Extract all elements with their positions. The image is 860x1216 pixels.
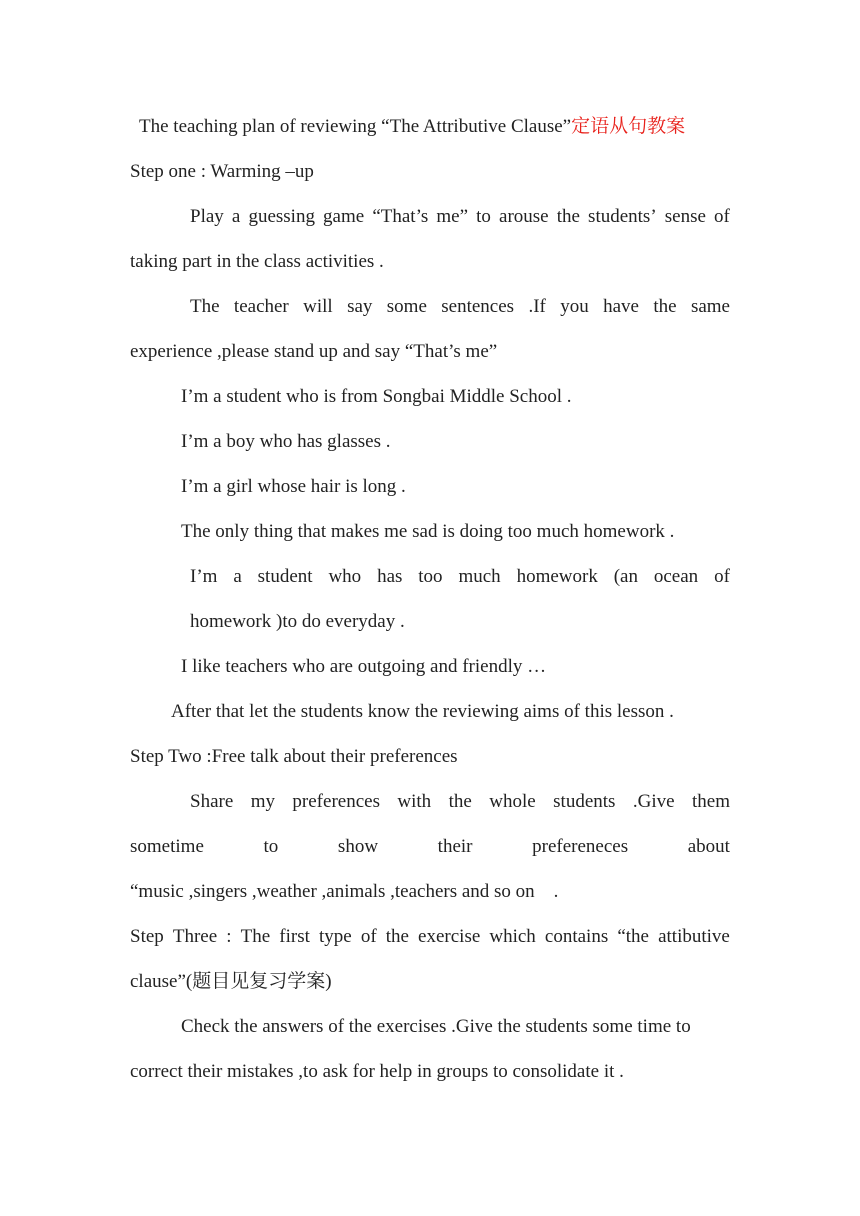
example-sentence: homework )to do everyday . xyxy=(190,611,405,632)
word: guessing xyxy=(248,206,315,227)
word: prefereneces xyxy=(532,836,629,857)
example-sentence: I like teachers who are outgoing and friendly … xyxy=(181,656,547,677)
word: students xyxy=(553,791,616,812)
paragraph-line xyxy=(190,295,730,319)
paragraph-line: After that let the students know the reviewing aims of this lesson . xyxy=(171,701,674,722)
example-sentence: I’m a student who is from Songbai Middle School . xyxy=(181,386,572,407)
step-three-heading xyxy=(130,925,730,949)
word: a xyxy=(233,566,242,587)
word: with xyxy=(397,791,432,812)
word: the xyxy=(385,926,409,947)
word: some xyxy=(386,296,427,317)
word: too xyxy=(418,566,443,587)
word: you xyxy=(560,296,589,317)
word: which xyxy=(489,926,536,947)
example-sentence: I’m a girl whose hair is long . xyxy=(181,476,406,497)
word: say xyxy=(347,296,373,317)
word: “the xyxy=(617,926,649,947)
word: them xyxy=(692,791,730,812)
word: (an xyxy=(613,566,638,587)
paragraph-line xyxy=(190,790,730,814)
word: : xyxy=(226,926,232,947)
word: their xyxy=(437,836,473,857)
word: preferences xyxy=(292,791,380,812)
word: homework xyxy=(516,566,598,587)
step-two-heading: Step Two :Free talk about their preferences xyxy=(130,746,458,767)
word: Share xyxy=(190,791,234,812)
paragraph-line: correct their mistakes ,to ask for help in groups to consolidate it . xyxy=(130,1061,624,1082)
word: I’m xyxy=(190,566,218,587)
paragraph-line xyxy=(190,205,730,229)
word: the xyxy=(556,206,580,227)
word: the xyxy=(653,296,677,317)
title-english: The teaching plan of reviewing “The Attributive Clause” xyxy=(139,116,572,137)
word: student xyxy=(257,566,313,587)
word: have xyxy=(603,296,639,317)
word: the xyxy=(448,791,472,812)
word: a xyxy=(231,206,241,227)
word: .If xyxy=(528,296,546,317)
word: contains xyxy=(544,926,609,947)
word: me” xyxy=(436,206,469,227)
word: my xyxy=(250,791,275,812)
word: same xyxy=(690,296,730,317)
word: Step xyxy=(130,926,164,947)
word: Play xyxy=(190,206,224,227)
paragraph-line: taking part in the class activities . xyxy=(130,251,384,272)
word: Three xyxy=(172,926,218,947)
word: sentences xyxy=(441,296,515,317)
word: has xyxy=(377,566,403,587)
word: to xyxy=(263,836,279,857)
word: sometime xyxy=(130,836,204,857)
word: .Give xyxy=(632,791,675,812)
word: arouse xyxy=(499,206,549,227)
word: will xyxy=(303,296,333,317)
word: game xyxy=(323,206,365,227)
paragraph-line: Check the answers of the exercises .Give the students some time to xyxy=(181,1016,691,1037)
word: sense xyxy=(664,206,706,227)
paragraph-line xyxy=(130,835,730,859)
word: of xyxy=(714,206,730,227)
paragraph-line: experience ,please stand up and say “That’s me” xyxy=(130,341,498,362)
word: ocean xyxy=(653,566,699,587)
word: show xyxy=(337,836,379,857)
paragraph-line: “music ,singers ,weather ,animals ,teachers and so on . xyxy=(130,881,559,902)
word: type xyxy=(319,926,352,947)
word: The xyxy=(240,926,271,947)
word: of xyxy=(714,566,730,587)
word: about xyxy=(687,836,730,857)
word: students’ xyxy=(588,206,657,227)
word: The xyxy=(190,296,220,317)
word: much xyxy=(458,566,501,587)
word: to xyxy=(476,206,491,227)
example-sentence: I’m a boy who has glasses . xyxy=(181,431,391,452)
step-three-heading-cont: clause”(题目见复习学案) xyxy=(130,971,332,992)
word: “That’s xyxy=(372,206,429,227)
example-sentence xyxy=(190,565,730,589)
word: attibutive xyxy=(658,926,730,947)
example-sentence: The only thing that makes me sad is doing too much homework . xyxy=(181,521,675,542)
word: of xyxy=(360,926,377,947)
word: exercise xyxy=(418,926,481,947)
word: who xyxy=(328,566,362,587)
step-one-heading: Step one : Warming –up xyxy=(130,161,314,182)
title-chinese: 定语从句教案 xyxy=(571,116,686,137)
document-title xyxy=(139,115,685,139)
word: teacher xyxy=(233,296,289,317)
word: whole xyxy=(489,791,536,812)
word: first xyxy=(279,926,310,947)
